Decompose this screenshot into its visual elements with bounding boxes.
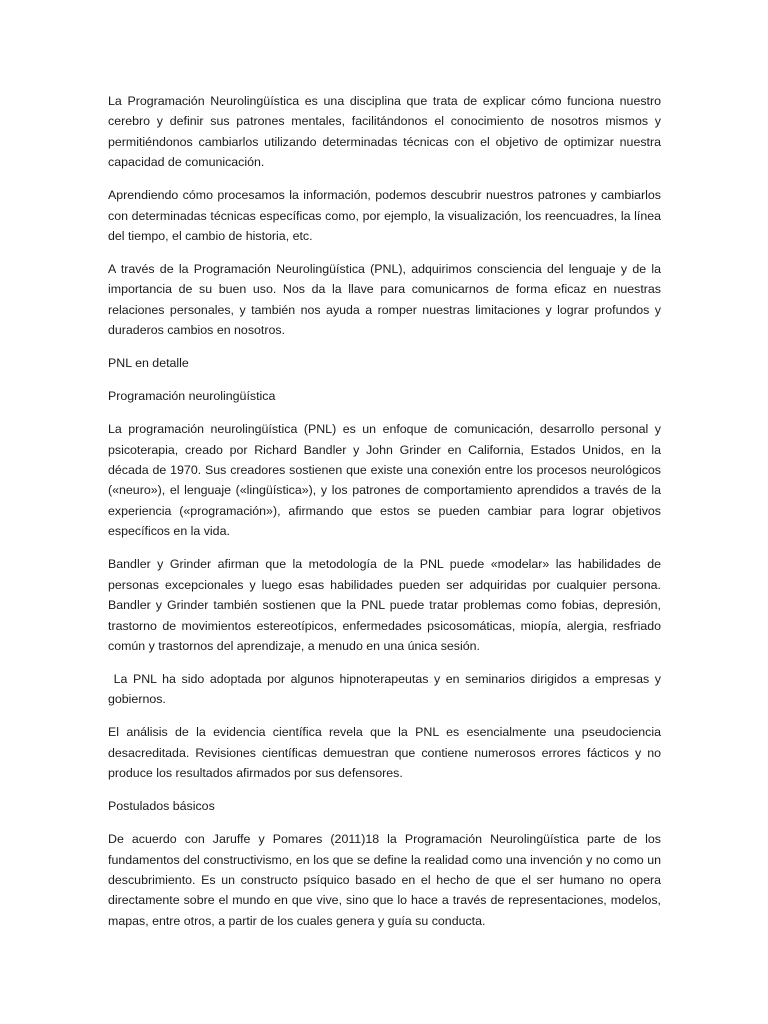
paragraph-patterns: Aprendiendo cómo procesamos la información, podemos descubrir nuestros patrones y cambiarlos con determinadas técnicas específicas como, por ejemplo, la visualización, los reencuadres, la línea del tiempo, el cambio de historia, etc. [108, 188, 661, 244]
paragraph-adoption: La PNL ha sido adoptada por algunos hipnoterapeutas y en seminarios dirigidos a empresas y gobiernos. [108, 671, 665, 707]
document-page [108, 91, 665, 944]
heading-pnl-detail: PNL en detalle [108, 356, 189, 371]
heading-programacion: Programación neurolingüística [108, 389, 276, 404]
paragraph-evidence: El análisis de la evidencia científica revela que la PNL es esencialmente una pseudociencia desacreditada. Revisiones científicas demuestran que contiene numerosos errores fácticos y no produce los resultados afirmados por sus defensores. [108, 725, 661, 781]
paragraph-intro: La Programación Neurolingüística es una disciplina que trata de explicar cómo funciona nuestro cerebro y definir sus patrones mentales, facilitándonos el conocimiento de nosotros mismos y permitiéndonos cambiarlos utilizando determinadas técnicas con el objetivo de optimizar nuestra capacidad de comunicación. [108, 94, 661, 170]
paragraph-language: A través de la Programación Neurolingüística (PNL), adquirimos consciencia del lenguaje y de la importancia de su buen uso. Nos da la llave para comunicarnos de forma eficaz en nuestras relaciones personales, y también nos ayuda a romper nuestras limitaciones y lograr profundos y duraderos cambios en nosotros. [108, 262, 661, 338]
paragraph-bandler-grinder: Bandler y Grinder afirman que la metodología de la PNL puede «modelar» las habilidades de personas excepcionales y luego esas habilidades pueden ser adquiridas por cualquier persona. Bandler y Grinder también sostienen que la PNL puede tratar problemas como fobias, depresión, trastorno de movimientos estereotípicos, enfermedades psicosomáticas, miopía, alergia, resfriado común y trastornos del aprendizaje, a menudo en una única sesión. [108, 557, 661, 653]
paragraph-definition: La programación neurolingüística (PNL) es un enfoque de comunicación, desarrollo personal y psicoterapia, creado por Richard Bandler y John Grinder en California, Estados Unidos, en la década de 1970. Sus creadores sostienen que existe una conexión entre los procesos neurológicos («neuro»), el lenguaje («lingüística»), y los patrones de comportamiento aprendidos a través de la experiencia («programación»), afirmando que estos se pueden cambiar para lograr objetivos específicos en la vida. [108, 422, 661, 539]
heading-postulados: Postulados básicos [108, 799, 215, 814]
paragraph-constructivism: De acuerdo con Jaruffe y Pomares (2011)18 la Programación Neurolingüística parte de los fundamentos del constructivismo, en los que se define la realidad como una invención y no como un descubrimiento. Es un constructo psíquico basado en el hecho de que el ser humano no opera directamente sobre el mundo en que vive, sino que lo hace a través de representaciones, modelos, mapas, entre otros, a partir de los cuales genera y guía su conducta. [108, 832, 661, 928]
